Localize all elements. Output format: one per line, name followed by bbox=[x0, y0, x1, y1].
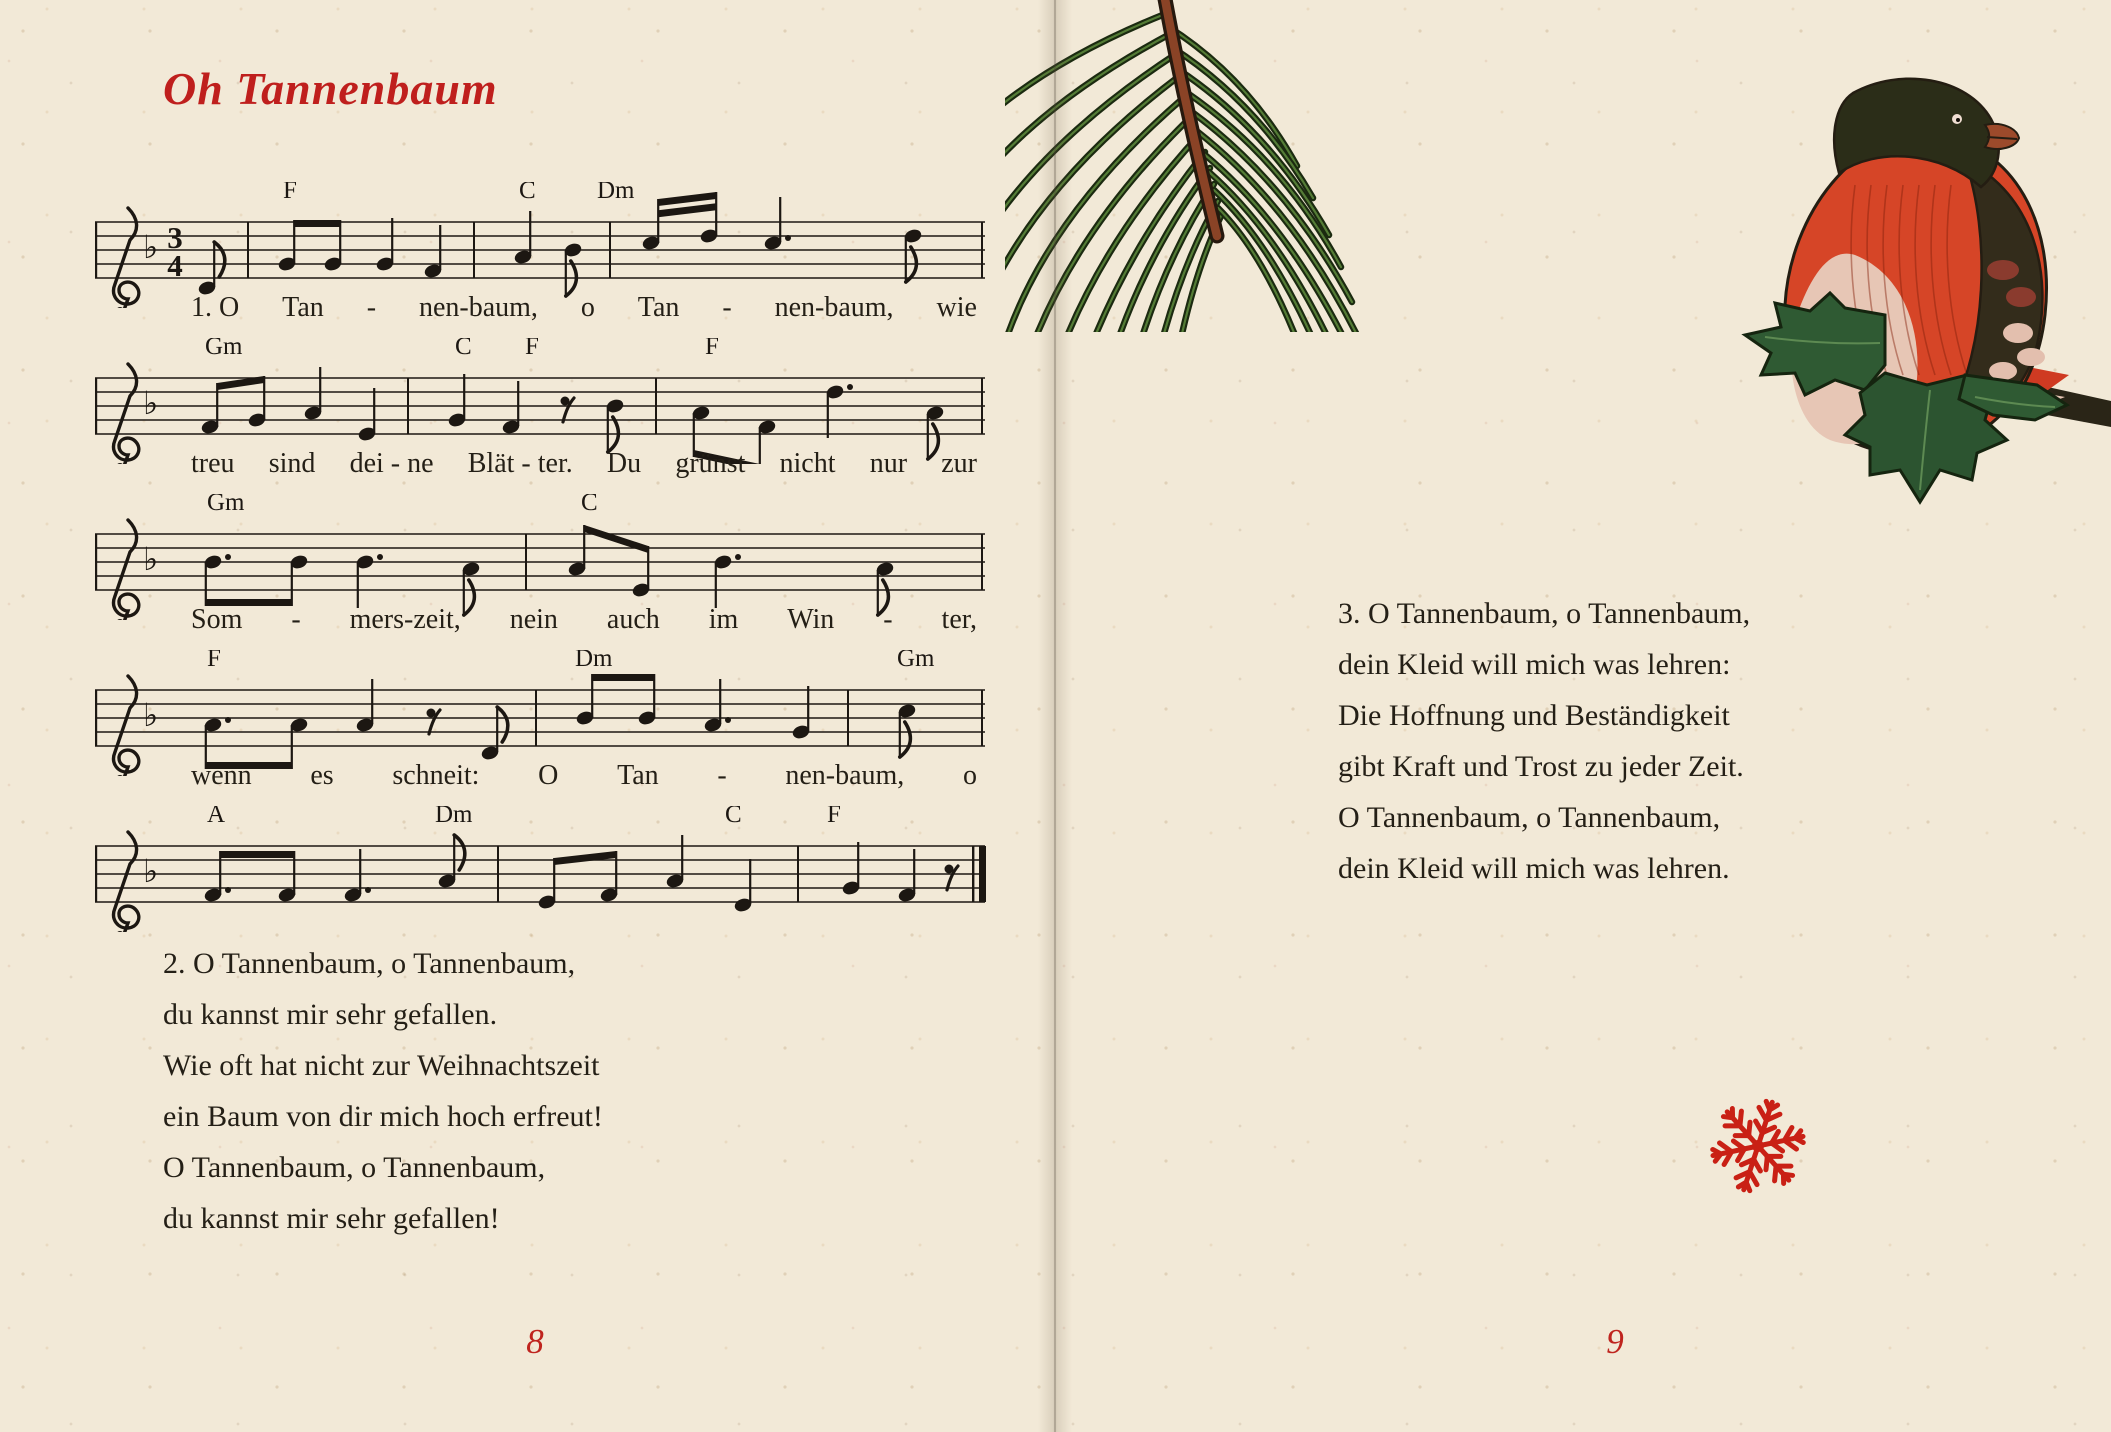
lyric-syllable: nur bbox=[869, 448, 908, 479]
verse-line: gibt Kraft und Trost zu jeder Zeit. bbox=[1338, 750, 1744, 783]
lyric-syllable: O bbox=[538, 760, 559, 791]
lyric-syllable: Tan bbox=[617, 760, 659, 791]
verse-line: Die Hoffnung und Beständigkeit bbox=[1338, 699, 1730, 732]
lyrics-line bbox=[95, 448, 987, 484]
verse-line: 3. O Tannenbaum, o Tannenbaum, bbox=[1338, 597, 1751, 630]
lyric-syllable: - bbox=[722, 292, 732, 323]
chord-symbol: A bbox=[207, 806, 226, 828]
lyric-syllable: 1. O bbox=[191, 292, 240, 323]
chord-symbol: C bbox=[581, 494, 598, 516]
lyric-syllable: es bbox=[310, 760, 334, 791]
verse-line: du kannst mir sehr gefallen! bbox=[163, 1202, 500, 1235]
verse-line: O Tannenbaum, o Tannenbaum, bbox=[163, 1151, 546, 1184]
lyric-syllable: o bbox=[963, 760, 977, 791]
page-number-left: 8 bbox=[526, 1322, 544, 1361]
chord-symbol: C bbox=[519, 182, 536, 204]
bullfinch-illustration bbox=[1735, 75, 2111, 505]
lyric-syllable: zur bbox=[941, 448, 977, 479]
key-signature-flat: ♭ bbox=[143, 696, 159, 734]
chord-symbol: F bbox=[827, 806, 841, 828]
verse-2-text bbox=[163, 938, 723, 1244]
staff-row bbox=[95, 650, 987, 796]
chord-symbol: F bbox=[283, 182, 297, 204]
staff-row bbox=[95, 182, 987, 328]
staff-row bbox=[95, 338, 987, 484]
staff-row bbox=[95, 806, 987, 932]
lyric-syllable: - bbox=[717, 760, 727, 791]
sheet-music-system bbox=[95, 182, 987, 932]
chord-symbol: Dm bbox=[435, 806, 473, 828]
verse-line: 2. O Tannenbaum, o Tannenbaum, bbox=[163, 947, 576, 980]
lyric-syllable: nen-baum, bbox=[785, 760, 905, 791]
chord-symbol: Gm bbox=[897, 650, 935, 672]
lyric-syllable: Som bbox=[191, 604, 243, 635]
lyric-syllable: auch bbox=[606, 604, 660, 635]
chord-symbol: F bbox=[705, 338, 719, 360]
chord-symbol: C bbox=[725, 806, 742, 828]
lyric-syllable: ter, bbox=[941, 604, 977, 635]
lyric-syllable: sind bbox=[268, 448, 316, 479]
lyric-syllable: nen-baum, bbox=[774, 292, 894, 323]
lyric-syllable: wenn bbox=[191, 760, 252, 791]
lyric-syllable: - bbox=[366, 292, 377, 323]
lyric-syllable: Tan bbox=[282, 292, 324, 323]
music-staff bbox=[95, 494, 987, 620]
time-signature-bottom: 4 bbox=[167, 248, 183, 283]
key-signature-flat: ♭ bbox=[143, 384, 159, 422]
lyric-syllable: Tan bbox=[637, 292, 680, 323]
chord-symbol: Gm bbox=[207, 494, 245, 516]
lyric-syllable: mers-zeit, bbox=[349, 604, 461, 635]
snowflake-icon bbox=[1698, 1086, 1818, 1206]
lyric-syllable: nein bbox=[509, 604, 558, 635]
lyric-syllable: im bbox=[708, 604, 739, 635]
lyric-syllable: treu bbox=[191, 448, 235, 479]
lyric-syllable: wie bbox=[936, 292, 977, 323]
verse-3-text bbox=[1338, 588, 1898, 894]
chord-symbol: Dm bbox=[597, 182, 635, 204]
key-signature-flat: ♭ bbox=[143, 852, 159, 890]
verse-line: O Tannenbaum, o Tannenbaum, bbox=[1338, 801, 1721, 834]
page-title: Oh Tannenbaum bbox=[163, 63, 498, 114]
lyrics-line bbox=[95, 604, 987, 640]
lyric-syllable: Win bbox=[787, 604, 835, 635]
lyric-syllable: dei - ne bbox=[349, 448, 434, 479]
lyric-syllable: - bbox=[883, 604, 893, 635]
staff-row bbox=[95, 494, 987, 640]
music-staff bbox=[95, 650, 987, 776]
music-staff bbox=[95, 806, 987, 932]
page-number-right: 9 bbox=[1606, 1322, 1624, 1361]
chord-symbol: F bbox=[207, 650, 221, 672]
lyric-syllable: Blät - ter. bbox=[467, 448, 573, 479]
lyric-syllable: grünst bbox=[675, 448, 746, 479]
verse-line: Wie oft hat nicht zur Weihnachtszeit bbox=[163, 1049, 600, 1082]
pine-branch-illustration bbox=[1005, 0, 1545, 332]
verse-line: ein Baum von dir mich hoch erfreut! bbox=[163, 1100, 603, 1133]
lyric-syllable: nen-baum, bbox=[418, 292, 538, 323]
lyric-syllable: nicht bbox=[779, 448, 836, 479]
lyric-syllable: schneit: bbox=[392, 760, 480, 791]
chord-symbol: F bbox=[525, 338, 539, 360]
chord-symbol: C bbox=[455, 338, 472, 360]
lyrics-line bbox=[95, 760, 987, 796]
chord-symbol: Gm bbox=[205, 338, 243, 360]
lyric-syllable: Du bbox=[606, 448, 642, 479]
verse-line: dein Kleid will mich was lehren: bbox=[1338, 648, 1731, 681]
music-staff bbox=[95, 182, 987, 308]
lyric-syllable: - bbox=[291, 604, 301, 635]
key-signature-flat: ♭ bbox=[143, 540, 159, 578]
key-signature-flat: ♭ bbox=[143, 228, 159, 266]
time-signature-top: 3 bbox=[167, 220, 183, 255]
lyric-syllable: o bbox=[580, 292, 595, 323]
music-staff bbox=[95, 338, 987, 464]
verse-line: dein Kleid will mich was lehren. bbox=[1338, 852, 1730, 885]
lyrics-line bbox=[95, 292, 987, 328]
verse-line: du kannst mir sehr gefallen. bbox=[163, 998, 498, 1031]
chord-symbol: Dm bbox=[575, 650, 613, 672]
